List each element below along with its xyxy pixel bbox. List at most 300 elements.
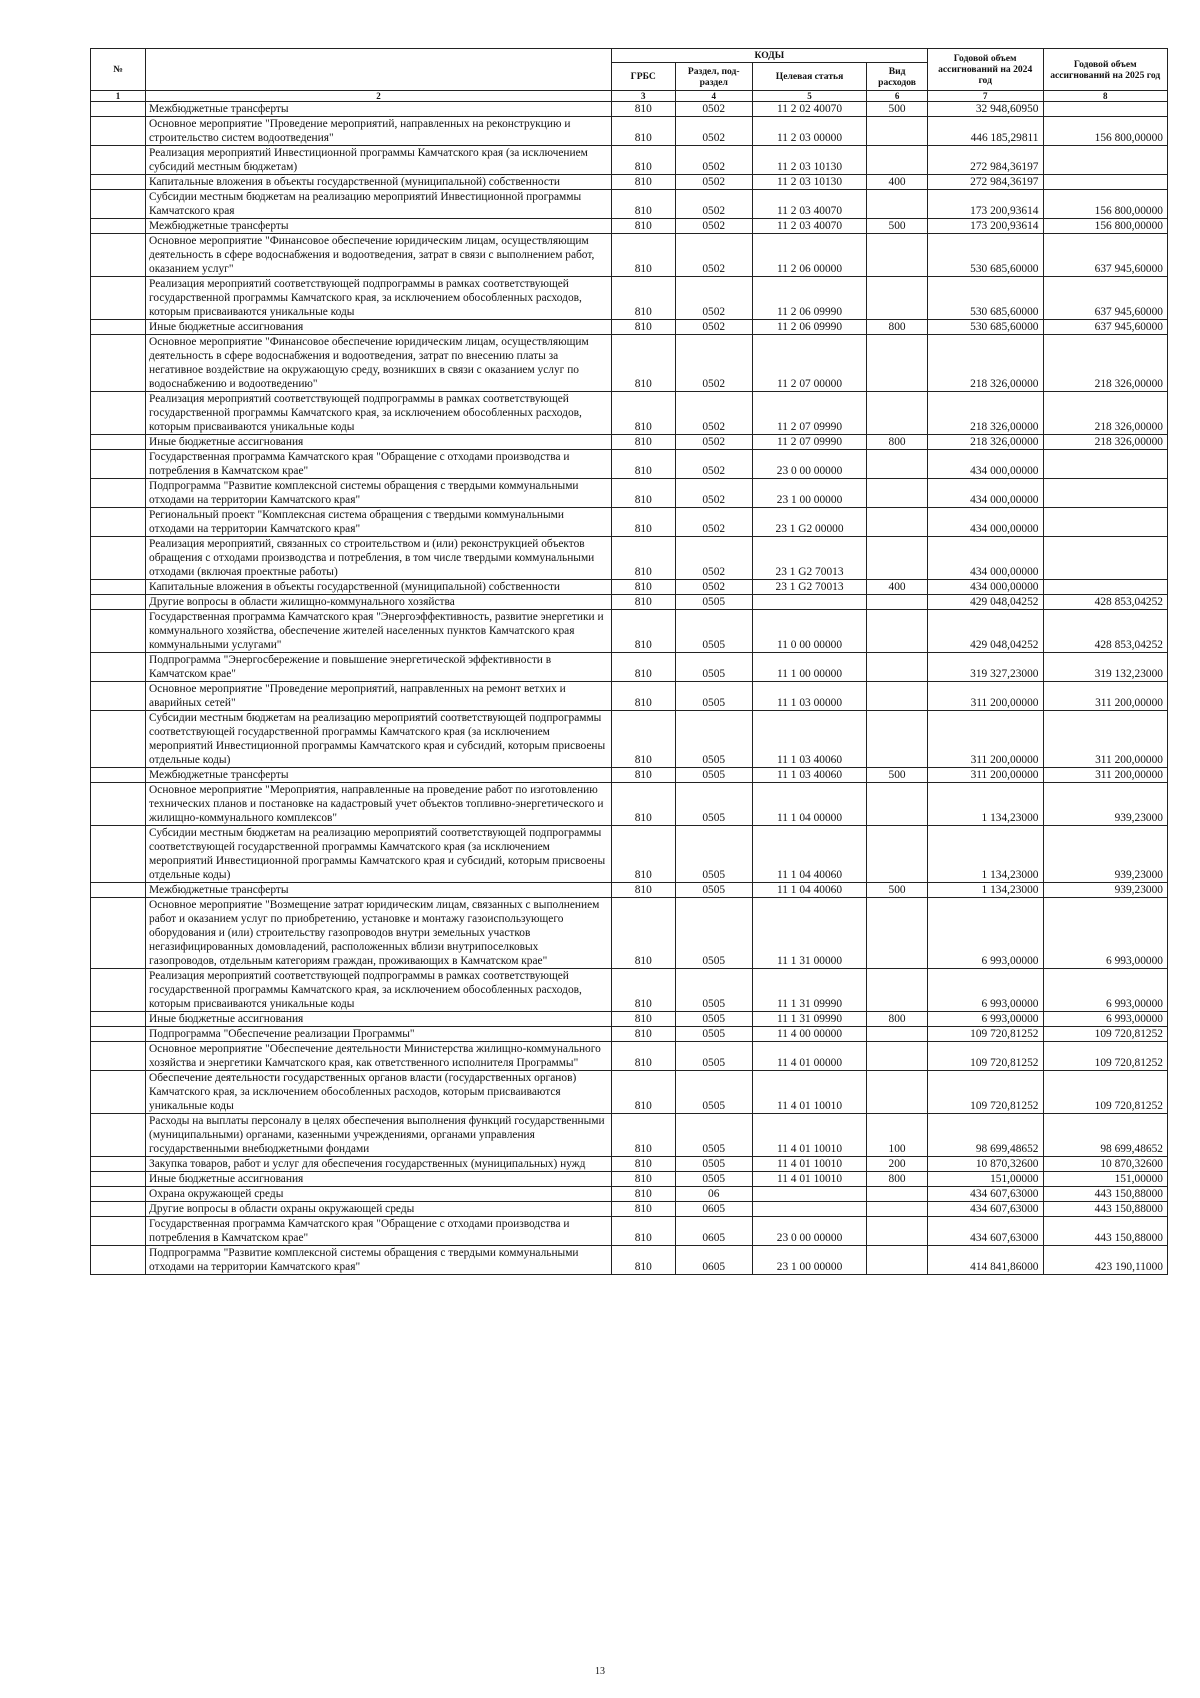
cell-2025: 311 200,00000 (1043, 682, 1168, 711)
cell-2025: 311 200,00000 (1043, 768, 1168, 783)
cell-article: 11 0 00 00000 (752, 610, 867, 653)
cell-num (91, 580, 146, 595)
cell-razdel: 0505 (675, 1027, 752, 1042)
cell-2024: 1 134,23000 (927, 783, 1043, 826)
cell-name: Иные бюджетные ассигнования (146, 1172, 612, 1187)
cell-name: Межбюджетные трансферты (146, 219, 612, 234)
cell-vid (867, 1187, 928, 1202)
cell-article (752, 1187, 867, 1202)
cell-name: Основное мероприятие "Финансовое обеспечение юридическим лицам, осуществляющим деятельность в сфере водоснабжения и водоотведения, затрат по внесению платы за негативное воздействие на окружающую среду, возникших в связи с оказанием услуг по водоснабжению и водоотведению" (146, 335, 612, 392)
cell-2025: 218 326,00000 (1043, 335, 1168, 392)
cell-num (91, 392, 146, 435)
cell-grbs: 810 (611, 102, 675, 117)
cell-name: Межбюджетные трансферты (146, 102, 612, 117)
cell-name: Субсидии местным бюджетам на реализацию мероприятий соответствующей подпрограммы соответствующей государственной программы Камчатского края (за исключением мероприятий Инвестиционной программы Камчатского края и субсидий, которым присвоены отдельные коды) (146, 826, 612, 883)
cell-razdel: 0502 (675, 117, 752, 146)
cell-razdel: 0502 (675, 435, 752, 450)
cell-vid: 800 (867, 1172, 928, 1187)
cell-2024: 434 000,00000 (927, 450, 1043, 479)
cell-2024: 6 993,00000 (927, 969, 1043, 1012)
cell-article: 11 2 07 09990 (752, 392, 867, 435)
header-article: Целевая статья (752, 63, 867, 91)
cell-article: 11 1 03 00000 (752, 682, 867, 711)
cell-grbs: 810 (611, 580, 675, 595)
cell-article: 23 1 00 00000 (752, 1246, 867, 1275)
cell-name: Государственная программа Камчатского края "Энергоэффективность, развитие энергетики и коммунального хозяйства, обеспечение жителей населенных пунктов Камчатского края коммунальными услугами" (146, 610, 612, 653)
cell-num (91, 653, 146, 682)
cell-name: Государственная программа Камчатского края "Обращение с отходами производства и потребления в Камчатском крае" (146, 450, 612, 479)
cell-name: Иные бюджетные ассигнования (146, 435, 612, 450)
cell-vid: 100 (867, 1114, 928, 1157)
cell-article: 23 0 00 00000 (752, 1217, 867, 1246)
table-row (91, 898, 1168, 969)
cell-num (91, 898, 146, 969)
cell-vid: 800 (867, 320, 928, 335)
cell-vid (867, 826, 928, 883)
cell-razdel: 0502 (675, 450, 752, 479)
table-row (91, 146, 1168, 175)
cell-num (91, 783, 146, 826)
cell-2025: 939,23000 (1043, 826, 1168, 883)
cell-grbs: 810 (611, 175, 675, 190)
cell-2025: 156 800,00000 (1043, 117, 1168, 146)
table-row (91, 450, 1168, 479)
cell-vid (867, 1202, 928, 1217)
cell-vid (867, 277, 928, 320)
table-row (91, 883, 1168, 898)
table-row (91, 479, 1168, 508)
table-row (91, 102, 1168, 117)
cell-2024: 311 200,00000 (927, 682, 1043, 711)
cell-article: 11 1 04 40060 (752, 883, 867, 898)
cell-grbs: 810 (611, 479, 675, 508)
cell-grbs: 810 (611, 1071, 675, 1114)
cell-vid (867, 335, 928, 392)
cell-num (91, 479, 146, 508)
cell-2024: 1 134,23000 (927, 883, 1043, 898)
cell-2024: 434 000,00000 (927, 479, 1043, 508)
cell-razdel: 0502 (675, 219, 752, 234)
colnum-1: 1 (91, 91, 146, 102)
cell-vid: 500 (867, 768, 928, 783)
table-row (91, 1202, 1168, 1217)
cell-grbs: 810 (611, 1157, 675, 1172)
cell-vid (867, 117, 928, 146)
cell-name: Закупка товаров, работ и услуг для обеспечения государственных (муниципальных) нужд (146, 1157, 612, 1172)
cell-num (91, 450, 146, 479)
cell-razdel: 0505 (675, 1012, 752, 1027)
cell-2024: 109 720,81252 (927, 1042, 1043, 1071)
colnum-7: 7 (927, 91, 1043, 102)
cell-article: 11 4 01 10010 (752, 1071, 867, 1114)
colnum-4: 4 (675, 91, 752, 102)
cell-2025: 637 945,60000 (1043, 277, 1168, 320)
cell-2025: 319 132,23000 (1043, 653, 1168, 682)
cell-2024: 272 984,36197 (927, 146, 1043, 175)
cell-2025 (1043, 175, 1168, 190)
cell-2024: 414 841,86000 (927, 1246, 1043, 1275)
cell-num (91, 190, 146, 219)
cell-name: Субсидии местным бюджетам на реализацию мероприятий соответствующей подпрограммы соответствующей государственной программы Камчатского края (за исключением мероприятий Инвестиционной программы Камчатского края и субсидий, которым присвоены отдельные коды) (146, 711, 612, 768)
cell-num (91, 1157, 146, 1172)
cell-razdel: 0505 (675, 1114, 752, 1157)
cell-article (752, 1202, 867, 1217)
cell-name: Расходы на выплаты персоналу в целях обеспечения выполнения функций государственными (муниципальными) органами, казенными учреждениями, органами управления государственными внебюджетными фондами (146, 1114, 612, 1157)
cell-razdel: 0502 (675, 234, 752, 277)
cell-2025: 939,23000 (1043, 883, 1168, 898)
cell-article: 11 1 31 09990 (752, 969, 867, 1012)
cell-name: Государственная программа Камчатского края "Обращение с отходами производства и потребления в Камчатском крае" (146, 1217, 612, 1246)
cell-vid (867, 508, 928, 537)
cell-grbs: 810 (611, 450, 675, 479)
cell-name: Основное мероприятие "Возмещение затрат юридическим лицам, связанных с выполнением работ и оказанием услуг по приобретению, установке и монтажу газоиспользующего оборудования и (или) строительству газопроводов внутри земельных участков негазифицированных домовладений, расположенных вблизи внутрипоселковых газопроводов, отдельным категориям граждан, проживающих в Камчатском крае" (146, 898, 612, 969)
cell-2025: 428 853,04252 (1043, 610, 1168, 653)
cell-article: 11 2 03 10130 (752, 175, 867, 190)
cell-article: 11 1 00 00000 (752, 653, 867, 682)
cell-num (91, 219, 146, 234)
cell-razdel: 0502 (675, 102, 752, 117)
cell-vid (867, 234, 928, 277)
cell-vid (867, 653, 928, 682)
cell-2024: 109 720,81252 (927, 1071, 1043, 1114)
table-row (91, 1217, 1168, 1246)
cell-razdel: 0605 (675, 1217, 752, 1246)
cell-razdel: 0505 (675, 1042, 752, 1071)
cell-article: 11 1 04 00000 (752, 783, 867, 826)
cell-2025: 443 150,88000 (1043, 1202, 1168, 1217)
cell-grbs: 810 (611, 190, 675, 219)
cell-2025: 443 150,88000 (1043, 1187, 1168, 1202)
cell-razdel: 0502 (675, 479, 752, 508)
cell-num (91, 1027, 146, 1042)
table-row (91, 190, 1168, 219)
header-razdel: Раздел, под-раздел (675, 63, 752, 91)
cell-vid (867, 711, 928, 768)
colnum-5: 5 (752, 91, 867, 102)
cell-grbs: 810 (611, 146, 675, 175)
cell-2024: 1 134,23000 (927, 826, 1043, 883)
table-row (91, 682, 1168, 711)
cell-num (91, 102, 146, 117)
cell-name: Реализация мероприятий соответствующей подпрограммы в рамках соответствующей государственной программы Камчатского края, за исключением обособленных расходов, которым присваиваются уникальные коды (146, 969, 612, 1012)
table-row (91, 1246, 1168, 1275)
cell-num (91, 1042, 146, 1071)
cell-vid (867, 537, 928, 580)
cell-num (91, 1114, 146, 1157)
cell-2025: 218 326,00000 (1043, 435, 1168, 450)
cell-2024: 218 326,00000 (927, 335, 1043, 392)
cell-razdel: 0502 (675, 190, 752, 219)
cell-razdel: 0505 (675, 1172, 752, 1187)
header-2024: Годовой объем ассигнований на 2024 год (927, 49, 1043, 91)
cell-2024: 109 720,81252 (927, 1027, 1043, 1042)
header-2025: Годовой объем ассигнований на 2025 год (1043, 49, 1168, 91)
cell-2024: 32 948,60950 (927, 102, 1043, 117)
table-row (91, 969, 1168, 1012)
cell-2024: 434 000,00000 (927, 508, 1043, 537)
cell-razdel: 0502 (675, 277, 752, 320)
cell-num (91, 175, 146, 190)
cell-article: 11 4 01 00000 (752, 1042, 867, 1071)
cell-2025: 423 190,11000 (1043, 1246, 1168, 1275)
cell-num (91, 711, 146, 768)
cell-2024: 218 326,00000 (927, 392, 1043, 435)
cell-razdel: 0505 (675, 768, 752, 783)
cell-grbs: 810 (611, 653, 675, 682)
cell-razdel: 0505 (675, 898, 752, 969)
cell-article: 11 1 03 40060 (752, 711, 867, 768)
cell-article: 11 2 02 40070 (752, 102, 867, 117)
colnum-6: 6 (867, 91, 928, 102)
cell-razdel: 0502 (675, 146, 752, 175)
cell-razdel: 0505 (675, 711, 752, 768)
cell-razdel: 0505 (675, 682, 752, 711)
cell-article: 11 1 31 00000 (752, 898, 867, 969)
cell-article: 11 2 06 09990 (752, 320, 867, 335)
cell-num (91, 826, 146, 883)
cell-2024: 173 200,93614 (927, 190, 1043, 219)
cell-name: Иные бюджетные ассигнования (146, 1012, 612, 1027)
cell-2024: 530 685,60000 (927, 320, 1043, 335)
cell-article: 11 2 07 00000 (752, 335, 867, 392)
cell-name: Основное мероприятие "Проведение мероприятий, направленных на ремонт ветхих и аварийных сетей" (146, 682, 612, 711)
cell-article: 11 2 03 40070 (752, 190, 867, 219)
cell-grbs: 810 (611, 1217, 675, 1246)
cell-grbs: 810 (611, 826, 675, 883)
table-row (91, 610, 1168, 653)
cell-razdel: 0505 (675, 1157, 752, 1172)
cell-num (91, 610, 146, 653)
header-name (146, 49, 612, 91)
table-row (91, 175, 1168, 190)
cell-grbs: 810 (611, 883, 675, 898)
header-num: № (91, 49, 146, 91)
cell-2024: 446 185,29811 (927, 117, 1043, 146)
cell-vid: 500 (867, 219, 928, 234)
cell-razdel: 0502 (675, 320, 752, 335)
table-row (91, 1012, 1168, 1027)
table-row (91, 1187, 1168, 1202)
cell-2025: 6 993,00000 (1043, 898, 1168, 969)
cell-2025 (1043, 146, 1168, 175)
cell-vid: 500 (867, 102, 928, 117)
cell-vid (867, 479, 928, 508)
cell-article: 11 4 01 10010 (752, 1114, 867, 1157)
cell-2024: 272 984,36197 (927, 175, 1043, 190)
colnum-8: 8 (1043, 91, 1168, 102)
table-row (91, 768, 1168, 783)
cell-razdel: 0505 (675, 1071, 752, 1114)
cell-2025: 109 720,81252 (1043, 1042, 1168, 1071)
cell-2025 (1043, 450, 1168, 479)
cell-article: 11 2 07 09990 (752, 435, 867, 450)
table-row (91, 1172, 1168, 1187)
header-codes: КОДЫ (611, 49, 927, 63)
cell-grbs: 810 (611, 783, 675, 826)
cell-name: Подпрограмма "Обеспечение реализации Программы" (146, 1027, 612, 1042)
cell-article: 11 4 01 10010 (752, 1157, 867, 1172)
cell-grbs: 810 (611, 320, 675, 335)
cell-num (91, 508, 146, 537)
cell-vid: 800 (867, 1012, 928, 1027)
cell-grbs: 810 (611, 1114, 675, 1157)
table-row (91, 537, 1168, 580)
cell-2025 (1043, 479, 1168, 508)
cell-vid (867, 190, 928, 219)
cell-grbs: 810 (611, 392, 675, 435)
cell-2024: 530 685,60000 (927, 277, 1043, 320)
cell-name: Реализация мероприятий Инвестиционной программы Камчатского края (за исключением субсидий местным бюджетам) (146, 146, 612, 175)
cell-vid (867, 595, 928, 610)
cell-2024: 6 993,00000 (927, 1012, 1043, 1027)
cell-razdel: 0502 (675, 537, 752, 580)
cell-2024: 429 048,04252 (927, 610, 1043, 653)
table-row (91, 219, 1168, 234)
cell-name: Другие вопросы в области жилищно-коммунального хозяйства (146, 595, 612, 610)
table-row (91, 435, 1168, 450)
table-row (91, 595, 1168, 610)
table-row (91, 783, 1168, 826)
cell-2025: 109 720,81252 (1043, 1071, 1168, 1114)
cell-article: 23 1 G2 00000 (752, 508, 867, 537)
cell-vid: 200 (867, 1157, 928, 1172)
cell-grbs: 810 (611, 508, 675, 537)
cell-vid (867, 1246, 928, 1275)
cell-name: Подпрограмма "Развитие комплексной системы обращения с твердыми коммунальными отходами на территории Камчатского края" (146, 1246, 612, 1275)
cell-grbs: 810 (611, 1187, 675, 1202)
cell-name: Реализация мероприятий, связанных со строительством и (или) реконструкцией объектов обращения с отходами производства и потребления, в том числе твердыми коммунальными отходами (включая проектные работы) (146, 537, 612, 580)
cell-2024: 151,00000 (927, 1172, 1043, 1187)
cell-2024: 10 870,32600 (927, 1157, 1043, 1172)
cell-razdel: 0505 (675, 610, 752, 653)
cell-num (91, 146, 146, 175)
cell-article (752, 595, 867, 610)
cell-2025: 10 870,32600 (1043, 1157, 1168, 1172)
cell-grbs: 810 (611, 898, 675, 969)
cell-razdel: 0502 (675, 392, 752, 435)
cell-num (91, 1012, 146, 1027)
cell-2025: 98 699,48652 (1043, 1114, 1168, 1157)
cell-2025: 443 150,88000 (1043, 1217, 1168, 1246)
cell-article: 11 1 04 40060 (752, 826, 867, 883)
cell-vid: 800 (867, 435, 928, 450)
cell-article: 23 1 G2 70013 (752, 537, 867, 580)
cell-razdel: 0605 (675, 1202, 752, 1217)
table-row (91, 1071, 1168, 1114)
cell-name: Основное мероприятие "Проведение мероприятий, направленных на реконструкцию и строительство систем водоотведения" (146, 117, 612, 146)
cell-2024: 218 326,00000 (927, 435, 1043, 450)
cell-article: 11 2 03 10130 (752, 146, 867, 175)
cell-razdel: 0505 (675, 883, 752, 898)
cell-razdel: 0505 (675, 595, 752, 610)
cell-razdel: 0605 (675, 1246, 752, 1275)
cell-2025 (1043, 537, 1168, 580)
cell-num (91, 883, 146, 898)
cell-2024: 434 000,00000 (927, 537, 1043, 580)
cell-2025: 428 853,04252 (1043, 595, 1168, 610)
table-row (91, 1027, 1168, 1042)
cell-num (91, 1202, 146, 1217)
cell-2025: 6 993,00000 (1043, 1012, 1168, 1027)
table-row (91, 1157, 1168, 1172)
cell-name: Субсидии местным бюджетам на реализацию мероприятий Инвестиционной программы Камчатского края (146, 190, 612, 219)
cell-2024: 319 327,23000 (927, 653, 1043, 682)
cell-num (91, 969, 146, 1012)
cell-2025: 311 200,00000 (1043, 711, 1168, 768)
cell-vid (867, 1071, 928, 1114)
cell-name: Региональный проект "Комплексная система обращения с твердыми коммунальными отходами на территории Камчатского края" (146, 508, 612, 537)
header-grbs: ГРБС (611, 63, 675, 91)
cell-vid (867, 1217, 928, 1246)
cell-grbs: 810 (611, 682, 675, 711)
cell-grbs: 810 (611, 1202, 675, 1217)
cell-2024: 429 048,04252 (927, 595, 1043, 610)
cell-2025: 218 326,00000 (1043, 392, 1168, 435)
cell-2025: 156 800,00000 (1043, 219, 1168, 234)
cell-vid (867, 610, 928, 653)
cell-razdel: 0505 (675, 783, 752, 826)
cell-2024: 434 607,63000 (927, 1202, 1043, 1217)
cell-num (91, 595, 146, 610)
table-body (91, 102, 1168, 1275)
cell-vid (867, 969, 928, 1012)
cell-2025 (1043, 580, 1168, 595)
cell-grbs: 810 (611, 435, 675, 450)
page-number: 13 (595, 1666, 605, 1677)
cell-num (91, 1187, 146, 1202)
cell-vid: 400 (867, 580, 928, 595)
cell-razdel: 0502 (675, 580, 752, 595)
cell-name: Реализация мероприятий соответствующей подпрограммы в рамках соответствующей государственной программы Камчатского края, за исключением обособленных расходов, которым присваиваются уникальные коды (146, 277, 612, 320)
table-row (91, 234, 1168, 277)
cell-article: 11 2 03 00000 (752, 117, 867, 146)
cell-grbs: 810 (611, 117, 675, 146)
cell-article: 11 2 06 09990 (752, 277, 867, 320)
cell-2024: 530 685,60000 (927, 234, 1043, 277)
table-row (91, 580, 1168, 595)
colnum-3: 3 (611, 91, 675, 102)
cell-grbs: 810 (611, 610, 675, 653)
cell-2025 (1043, 508, 1168, 537)
cell-vid (867, 450, 928, 479)
cell-article: 11 4 01 10010 (752, 1172, 867, 1187)
cell-2024: 173 200,93614 (927, 219, 1043, 234)
cell-grbs: 810 (611, 219, 675, 234)
cell-grbs: 810 (611, 595, 675, 610)
cell-grbs: 810 (611, 537, 675, 580)
cell-2024: 311 200,00000 (927, 768, 1043, 783)
table-row (91, 826, 1168, 883)
cell-vid (867, 682, 928, 711)
cell-vid (867, 1027, 928, 1042)
budget-table (90, 48, 1168, 1275)
table-row (91, 335, 1168, 392)
cell-num (91, 1172, 146, 1187)
cell-razdel: 0505 (675, 969, 752, 1012)
cell-2024: 6 993,00000 (927, 898, 1043, 969)
cell-num (91, 537, 146, 580)
table-row (91, 117, 1168, 146)
cell-name: Иные бюджетные ассигнования (146, 320, 612, 335)
cell-2025: 939,23000 (1043, 783, 1168, 826)
table-row (91, 392, 1168, 435)
table-row (91, 320, 1168, 335)
cell-vid (867, 783, 928, 826)
cell-num (91, 682, 146, 711)
cell-grbs: 810 (611, 335, 675, 392)
cell-2024: 98 699,48652 (927, 1114, 1043, 1157)
table-row (91, 711, 1168, 768)
